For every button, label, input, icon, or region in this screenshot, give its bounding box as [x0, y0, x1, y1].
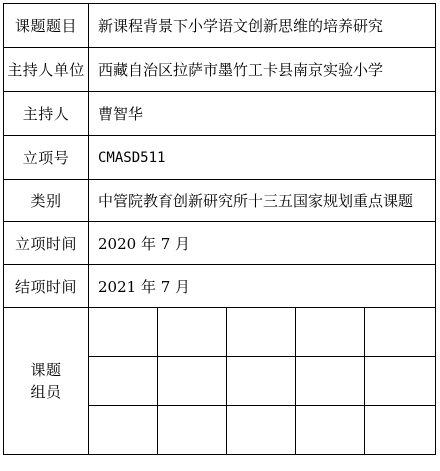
row-completion-date: [4, 265, 436, 308]
row-project-title: [4, 4, 436, 48]
member-cell: [227, 406, 296, 455]
group-members-label-line1: 课题: [30, 361, 62, 379]
host-unit-value: 西藏自治区拉萨市墨竹工卡县南京实验小学: [89, 48, 436, 92]
category-label: 类别: [4, 180, 89, 222]
member-cell: [89, 308, 158, 357]
host-label: 主持人: [4, 92, 89, 136]
group-members-label: [4, 308, 89, 455]
member-cell: [89, 406, 158, 455]
approval-date-value: 2020 年 7 月: [89, 222, 436, 265]
project-number-label: 立项号: [4, 136, 89, 180]
group-members-label-line2: 组员: [30, 383, 62, 401]
member-cell: [296, 357, 365, 406]
member-cell: [365, 308, 436, 357]
approval-date-label: 立项时间: [4, 222, 89, 265]
row-approval-date: [4, 222, 436, 265]
member-cell: [158, 308, 227, 357]
member-cell: [227, 357, 296, 406]
row-host: [4, 92, 436, 136]
host-unit-label: 主持人单位: [4, 48, 89, 92]
project-title-label: 课题题目: [4, 4, 89, 48]
host-value: 曹智华: [89, 92, 436, 136]
member-cell: [158, 406, 227, 455]
row-category: [4, 180, 436, 222]
members-row: [4, 308, 436, 357]
project-title-value: 新课程背景下小学语文创新思维的培养研究: [89, 4, 436, 48]
completion-date-label: 结项时间: [4, 265, 89, 308]
row-project-number: [4, 136, 436, 180]
member-cell: [158, 357, 227, 406]
completion-date-value: 2021 年 7 月: [89, 265, 436, 308]
member-cell: [365, 406, 436, 455]
member-cell: [365, 357, 436, 406]
category-value: 中管院教育创新研究所十三五国家规划重点课题: [89, 180, 436, 222]
member-cell: [227, 308, 296, 357]
project-info-table: [3, 3, 436, 455]
member-cell: [296, 406, 365, 455]
project-number-value: CMASD511: [89, 136, 436, 180]
member-cell: [296, 308, 365, 357]
member-cell: [89, 357, 158, 406]
row-host-unit: [4, 48, 436, 92]
